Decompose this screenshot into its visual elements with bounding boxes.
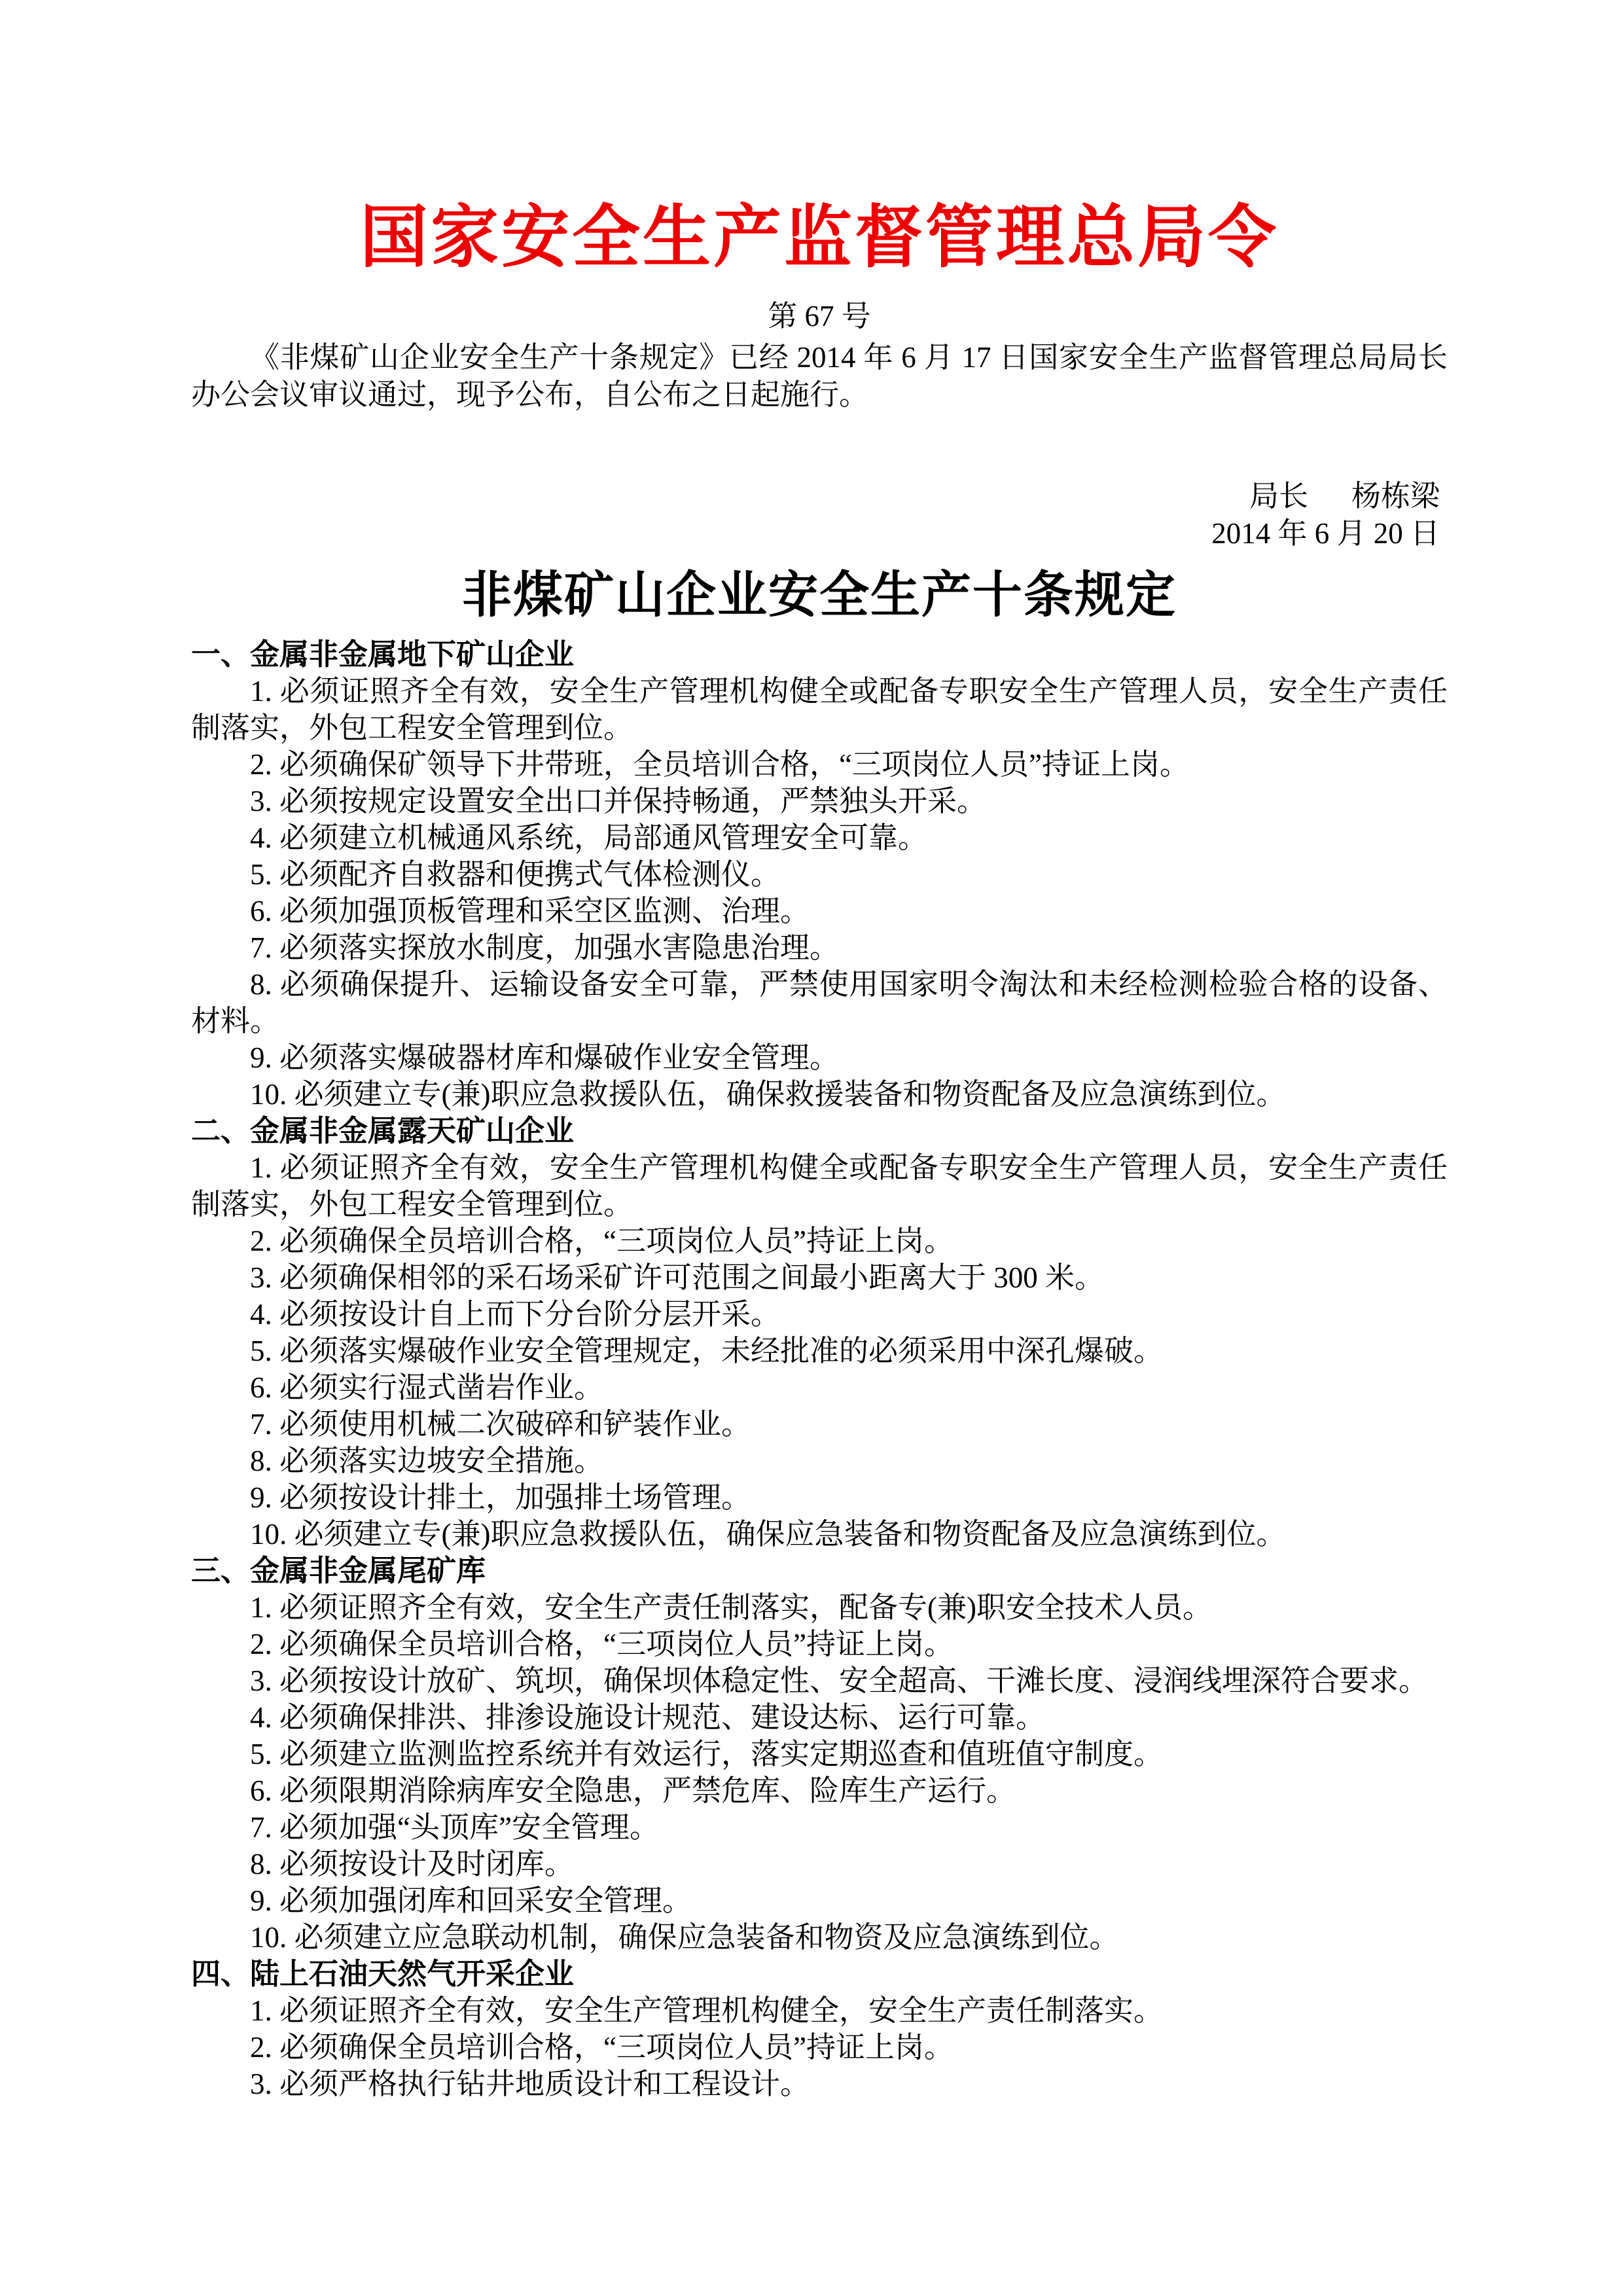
decree-header (191, 195, 1448, 552)
section-1-item-3: 3. 必须按规定设置安全出口并保持畅通，严禁独头开采。 (250, 785, 987, 818)
section-1-item-9: 9. 必须落实爆破器材库和爆破作业安全管理。 (250, 1041, 840, 1075)
section-3-item-3: 3. 必须按设计放矿、筑坝，确保坝体稳定性、安全超高、干滩长度、浸润线埋深符合要求。 (250, 1664, 1429, 1698)
section-3-item-9: 9. 必须加强闭库和回采安全管理。 (250, 1884, 692, 1918)
section-1-item-8: 8. 必须确保提升、运输设备安全可靠，严禁使用国家明令淘汰和未经检测检验合格的设备、材料。 (191, 968, 1448, 1038)
section-2-item-9: 9. 必须按设计排土，加强排土场管理。 (250, 1481, 751, 1515)
signer-title: 局长 (1249, 480, 1308, 513)
section-heading-1: 一、金属非金属地下矿山企业 (191, 638, 575, 672)
regulation-body (191, 563, 1448, 2102)
section-2-item-2: 2. 必须确保全员培训合格，“三项岗位人员”持证上岗。 (250, 1225, 954, 1258)
section-2-item-3: 3. 必须确保相邻的采石场采矿许可范围之间最小距离大于 300 米。 (250, 1261, 1105, 1295)
section-3-item-6: 6. 必须限期消除病库安全隐患，严禁危库、险库生产运行。 (250, 1774, 1016, 1808)
section-3-item-8: 8. 必须按设计及时闭库。 (250, 1848, 575, 1881)
signer-line (191, 478, 1440, 515)
section-4-item-2: 2. 必须确保全员培训合格，“三项岗位人员”持证上岗。 (250, 2031, 954, 2064)
decree-number: 第 67 号 (768, 300, 871, 333)
section-2-item-10: 10. 必须建立专(兼)职应急救援队伍，确保应急装备和物资配备及应急演练到位。 (250, 1518, 1286, 1551)
section-2-item-7: 7. 必须使用机械二次破碎和铲装作业。 (250, 1408, 751, 1441)
section-heading-3: 三、金属非金属尾矿库 (191, 1554, 486, 1588)
section-1-item-1: 1. 必须证照齐全有效，安全生产管理机构健全或配备专职安全生产管理人员，安全生产责任制落实，外包工程安全管理到位。 (191, 675, 1448, 745)
signer-name: 杨栋梁 (1351, 480, 1440, 513)
section-3-item-10: 10. 必须建立应急联动机制，确保应急装备和物资及应急演练到位。 (250, 1921, 1119, 1954)
section-heading-2: 二、金属非金属露天矿山企业 (191, 1115, 575, 1148)
signature-block (191, 478, 1448, 552)
section-3-item-1: 1. 必须证照齐全有效，安全生产责任制落实，配备专(兼)职安全技术人员。 (250, 1591, 1212, 1624)
section-4-item-1: 1. 必须证照齐全有效，安全生产管理机构健全，安全生产责任制落实。 (250, 1994, 1164, 2028)
regulation-title: 非煤矿山企业安全生产十条规定 (462, 567, 1177, 624)
regulation-sections (191, 636, 1448, 2102)
section-1-item-6: 6. 必须加强顶板管理和采空区监测、治理。 (250, 895, 810, 928)
section-1-item-10: 10. 必须建立专(兼)职应急救援队伍，确保救援装备和物资配备及应急演练到位。 (250, 1078, 1286, 1111)
section-2-item-4: 4. 必须按设计自上而下分台阶分层开采。 (250, 1298, 781, 1331)
decree-banner-title: 国家安全生产监督管理总局令 (359, 200, 1279, 276)
section-3-item-5: 5. 必须建立监测监控系统并有效运行，落实定期巡查和值班值守制度。 (250, 1738, 1164, 1771)
sign-date: 2014 年 6 月 20 日 (1211, 517, 1440, 550)
section-1-item-4: 4. 必须建立机械通风系统，局部通风管理安全可靠。 (250, 821, 928, 855)
section-1-item-2: 2. 必须确保矿领导下井带班，全员培训合格，“三项岗位人员”持证上岗。 (250, 748, 1189, 781)
section-1-item-5: 5. 必须配齐自救器和便携式气体检测仪。 (250, 858, 781, 891)
section-3-item-7: 7. 必须加强“头顶库”安全管理。 (250, 1811, 659, 1844)
section-heading-4: 四、陆上石油天然气开采企业 (191, 1958, 575, 1991)
section-2-item-1: 1. 必须证照齐全有效，安全生产管理机构健全或配备专职安全生产管理人员，安全生产责任制落实，外包工程安全管理到位。 (191, 1151, 1448, 1221)
section-1-item-7: 7. 必须落实探放水制度，加强水害隐患治理。 (250, 931, 840, 965)
section-2-item-6: 6. 必须实行湿式凿岩作业。 (250, 1371, 604, 1405)
section-3-item-4: 4. 必须确保排洪、排渗设施设计规范、建设达标、运行可靠。 (250, 1701, 1046, 1734)
section-2-item-8: 8. 必须落实边坡安全措施。 (250, 1444, 604, 1478)
section-3-item-2: 2. 必须确保全员培训合格，“三项岗位人员”持证上岗。 (250, 1628, 954, 1661)
section-2-item-5: 5. 必须落实爆破作业安全管理规定，未经批准的必须采用中深孔爆破。 (250, 1335, 1164, 1368)
section-4-item-3: 3. 必须严格执行钻井地质设计和工程设计。 (250, 2068, 810, 2101)
decree-intro-paragraph: 《非煤矿山企业安全生产十条规定》已经 2014 年 6 月 17 日国家安全生产监督管理总局局长办公会议审议通过，现予公布，自公布之日起施行。 (191, 341, 1448, 412)
